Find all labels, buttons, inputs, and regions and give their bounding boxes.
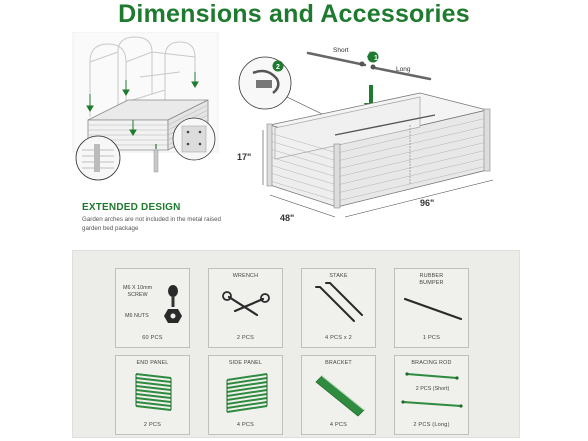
card-stake bbox=[301, 268, 376, 348]
length-dimension: 96" bbox=[420, 198, 435, 208]
card-side-panel bbox=[208, 355, 283, 435]
bracing-short-qty: 2 PCS (Short) bbox=[415, 386, 450, 392]
card-bracing-rod bbox=[394, 355, 469, 435]
side-panel-qty: 4 PCS bbox=[236, 422, 255, 428]
card-bumper bbox=[394, 268, 469, 348]
extended-design-description: Garden arches are not included in the metal raised garden bed package bbox=[82, 216, 221, 232]
stake-title: STAKE bbox=[329, 273, 348, 279]
end-panel-title: END PANEL bbox=[136, 360, 169, 366]
accessories-panel bbox=[72, 250, 520, 438]
stake-qty: 4 PCS x 2 bbox=[325, 335, 352, 341]
bracket-title: BRACKET bbox=[325, 360, 352, 366]
end-panel-qty: 2 PCS bbox=[143, 422, 162, 428]
callout-two: 2 bbox=[276, 64, 280, 71]
hardware-qty: 60 PCS bbox=[142, 335, 163, 341]
card-wrench bbox=[208, 268, 283, 348]
nut-label: M6 NUTS bbox=[125, 313, 149, 319]
height-dimension: 17" bbox=[237, 152, 252, 162]
bracket-qty: 4 PCS bbox=[329, 422, 348, 428]
card-end-panel bbox=[115, 355, 190, 435]
width-dimension: 48" bbox=[280, 213, 295, 223]
bumper-qty: 1 PCS bbox=[422, 335, 441, 341]
rod-long-label: Long bbox=[396, 66, 411, 73]
wrench-qty: 2 PCS bbox=[236, 335, 255, 341]
bumper-title: RUBBER BUMPER bbox=[419, 273, 444, 286]
card-bracket bbox=[301, 355, 376, 435]
card-hardware bbox=[115, 268, 190, 348]
bracing-long-qty: 2 PCS (Long) bbox=[413, 422, 450, 428]
raised-bed-illustration bbox=[225, 35, 525, 240]
bracing-title: BRACING ROD bbox=[411, 360, 452, 366]
page-title: Dimensions and Accessories bbox=[118, 0, 470, 28]
screw-label: M6 X 10mm SCREW bbox=[123, 285, 153, 298]
extended-design-title: EXTENDED DESIGN bbox=[82, 202, 181, 213]
callout-one: 1 bbox=[374, 55, 378, 62]
side-panel-title: SIDE PANEL bbox=[228, 360, 263, 366]
rod-short-label: Short bbox=[333, 47, 349, 54]
extended-bed-illustration bbox=[70, 32, 220, 192]
wrench-title: WRENCH bbox=[232, 273, 259, 279]
